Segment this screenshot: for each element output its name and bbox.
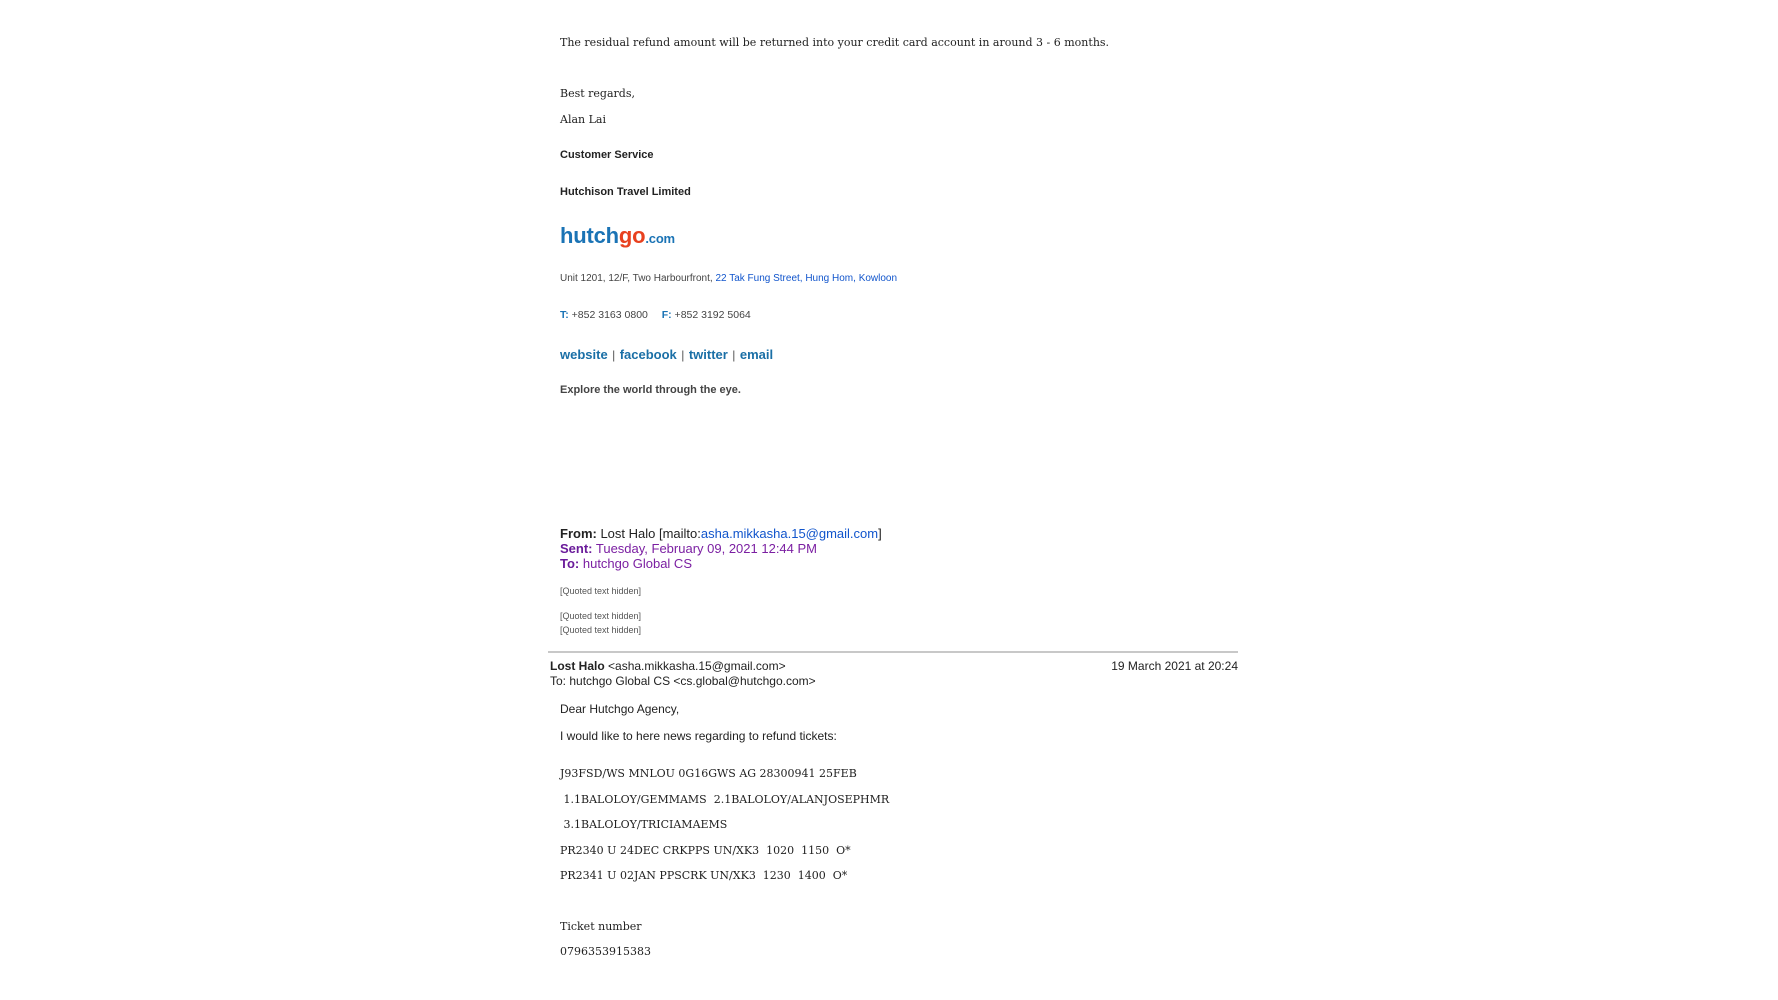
refund-notice: The residual refund amount will be returned into your credit card account in around 3 - 6 months. xyxy=(560,36,1110,49)
quoted-text-hidden[interactable]: [Quoted text hidden] xyxy=(560,586,642,596)
booking-line: PR2340 U 24DEC CRKPPS UN/XK3 1020 1150 O* xyxy=(560,844,851,857)
website-link[interactable]: website xyxy=(560,347,608,362)
address-text: Unit 1201, 12/F, Two Harbourfront, xyxy=(560,273,716,284)
from-close: ] xyxy=(878,526,882,541)
address-link[interactable]: 22 Tak Fung Street, Hung Hom, Kowloon xyxy=(715,273,898,284)
quoted-from-line xyxy=(560,526,882,541)
link-separator: | xyxy=(612,348,616,362)
fax-value: +852 3192 5064 xyxy=(671,309,751,321)
email-link[interactable]: email xyxy=(739,347,774,362)
quoted-sent-line xyxy=(560,541,817,556)
signature-address xyxy=(560,273,897,284)
logo-part-hutch: hutch xyxy=(560,223,619,248)
signature-contact xyxy=(560,309,751,321)
facebook-link[interactable]: facebook xyxy=(619,347,677,362)
signer-name: Alan Lai xyxy=(560,113,606,126)
message-date: 19 March 2021 at 20:24 xyxy=(1111,659,1238,673)
from-name: Lost Halo [mailto: xyxy=(596,526,701,541)
ticket-number-value: 0796353915383 xyxy=(560,945,651,958)
message-recipient-line: To: hutchgo Global CS <cs.global@hutchgo.com> xyxy=(550,674,816,688)
quoted-text-hidden[interactable]: [Quoted text hidden] xyxy=(560,625,642,635)
message-sender-line xyxy=(550,659,786,673)
signature-tagline: Explore the world through the eye. xyxy=(560,384,741,396)
ticket-number-label: Ticket number xyxy=(560,920,642,933)
link-separator: | xyxy=(732,348,736,362)
logo-part-go: go xyxy=(618,223,646,248)
closing-text: Best regards, xyxy=(560,87,635,100)
quoted-text-hidden[interactable]: [Quoted text hidden] xyxy=(560,611,642,621)
booking-line: PR2341 U 02JAN PPSCRK UN/XK3 1230 1400 O* xyxy=(560,869,848,882)
booking-line: 3.1BALOLOY/TRICIAMAEMS xyxy=(560,818,728,831)
from-email-link[interactable]: asha.mikkasha.15@gmail.com xyxy=(700,526,879,541)
hutchgo-logo xyxy=(560,223,675,249)
signature-links xyxy=(560,346,773,364)
message-intro: I would like to here news regarding to refund tickets: xyxy=(560,729,837,743)
sender-email: <asha.mikkasha.15@gmail.com> xyxy=(604,659,786,673)
signature-company: Hutchison Travel Limited xyxy=(560,186,691,198)
phone-label: T: xyxy=(560,309,569,321)
sent-label: Sent: xyxy=(560,541,593,556)
link-separator: | xyxy=(681,348,685,362)
phone-value: +852 3163 0800 xyxy=(568,309,648,321)
message-greeting: Dear Hutchgo Agency, xyxy=(560,702,680,716)
fax-label: F: xyxy=(661,309,672,321)
to-value: hutchgo Global CS xyxy=(579,556,692,571)
booking-line: 1.1BALOLOY/GEMMAMS 2.1BALOLOY/ALANJOSEPHMR xyxy=(560,793,890,806)
signature-department: Customer Service xyxy=(560,149,654,161)
sent-value: Tuesday, February 09, 2021 12:44 PM xyxy=(592,541,818,556)
message-divider xyxy=(548,651,1238,653)
logo-part-com: .com xyxy=(645,231,675,246)
to-label: To: xyxy=(560,556,580,571)
quoted-to-line xyxy=(560,556,692,571)
booking-line: J93FSD/WS MNLOU 0G16GWS AG 28300941 25FEB xyxy=(560,767,857,780)
from-label: From: xyxy=(560,526,597,541)
sender-name: Lost Halo xyxy=(550,659,605,673)
twitter-link[interactable]: twitter xyxy=(688,347,728,362)
